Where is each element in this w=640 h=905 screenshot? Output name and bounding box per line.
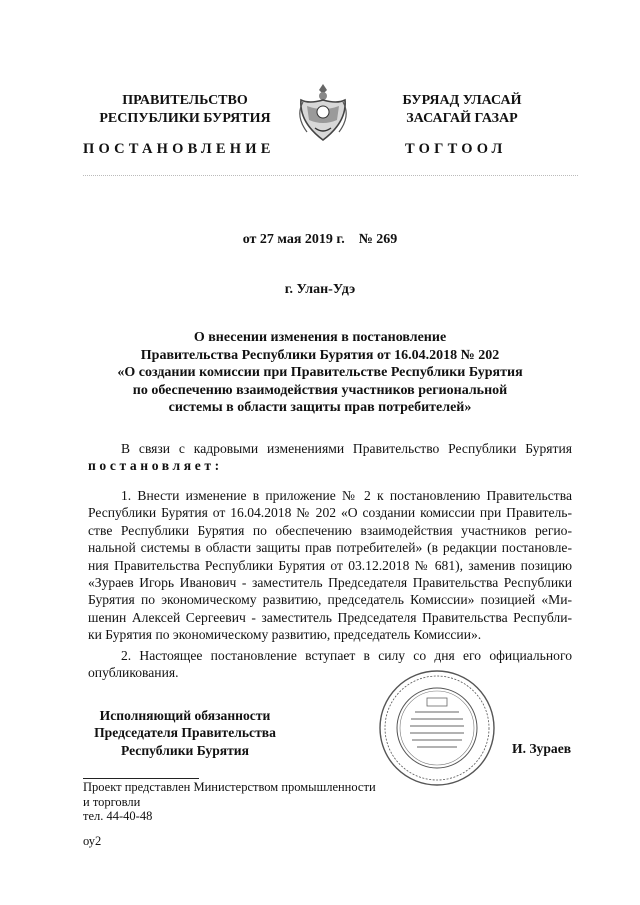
paragraph-line: Республики Бурятия от 16.04.2018 № 202 «О создании комиссии при Правитель- (88, 505, 572, 521)
decree-word: постановляет: (88, 458, 223, 474)
city: г. Улан-Удэ (284, 282, 356, 297)
paragraph-line: нальной системы в области защиты прав потребителей» (в редакции постановле- (88, 540, 572, 556)
issuer-line: РЕСПУБЛИКИ БУРЯТИЯ (99, 111, 271, 126)
signatory-name: И. Зураев (512, 741, 572, 756)
document-title (0, 329, 640, 417)
paragraph-line: шенин Алексей Сергеевич - заместитель Председателя Правительства Республи- (88, 609, 572, 625)
title-line: системы в области защиты прав потребителей» (168, 400, 472, 415)
official-seal-icon (377, 668, 497, 788)
paragraph-line: 2. Настоящее постановление вступает в силу со дня его официального (121, 648, 572, 663)
position-line: Республики Бурятия (120, 742, 249, 758)
title-line: Правительства Республики Бурятия от 16.04.2018 № 202 (140, 347, 500, 363)
title-line: по обеспечению взаимодействия участников региональной (132, 382, 508, 398)
paragraph-line: опубликования. (88, 665, 179, 681)
signatory-position (80, 707, 290, 759)
issuer-name-buryat (362, 92, 562, 128)
footer-divider (83, 778, 199, 779)
paragraph-item-2 (88, 647, 572, 682)
paragraph-item-1 (88, 487, 572, 644)
title-line: «О создании комиссии при Правительстве Республики Бурятия (117, 365, 523, 380)
paragraph-line: ки Бурятия по экономическому развитию, председатель Комиссии». (88, 627, 482, 643)
preamble-line: В связи с кадровыми изменениями Правительство Республики Бурятия (121, 441, 572, 456)
issuer-line: БУРЯАД УЛАСАЙ (402, 93, 522, 108)
paragraph-line: ния Правительства Республики Бурятия от 03.12.2018 № 681), заменив позицию (88, 557, 572, 573)
date-number: от 27 мая 2019 г. № 269 (242, 232, 398, 247)
title-line: О внесении изменения в постановление (193, 330, 447, 345)
footer-note (83, 780, 376, 824)
footer-code: оу2 (83, 834, 102, 848)
footer-line: Проект представлен Министерством промышленности (83, 780, 376, 794)
paragraph-line: Бурятия по экономическому развитию, председатель Комиссии» позицией «Ми- (88, 592, 572, 608)
position-line: Председателя Правительства (94, 725, 276, 741)
doc-type-russian: ПОСТАНОВЛЕНИЕ (83, 141, 275, 157)
paragraph-line: 1. Внести изменение в приложение № 2 к постановлению Правительства (121, 488, 572, 503)
header-divider (83, 175, 578, 176)
issuer-line: ЗАСАГАЙ ГАЗАР (406, 111, 518, 126)
preamble (88, 440, 572, 475)
paragraph-line: стве Республики Бурятия по обеспечению взаимодействия участников регио- (88, 522, 572, 538)
footer-phone: тел. 44-40-48 (83, 809, 153, 823)
footer-line: и торговли (83, 794, 141, 809)
paragraph-line: «Зураев Игорь Иванович - заместитель Председателя Правительства Республики (88, 575, 572, 591)
issuer-line: ПРАВИТЕЛЬСТВО (122, 93, 248, 108)
doc-type-buryat: ТОГТООЛ (405, 141, 507, 157)
position-line: Исполняющий обязанности (99, 708, 271, 723)
issuer-name-russian (85, 92, 285, 128)
coat-of-arms-icon (293, 82, 353, 144)
